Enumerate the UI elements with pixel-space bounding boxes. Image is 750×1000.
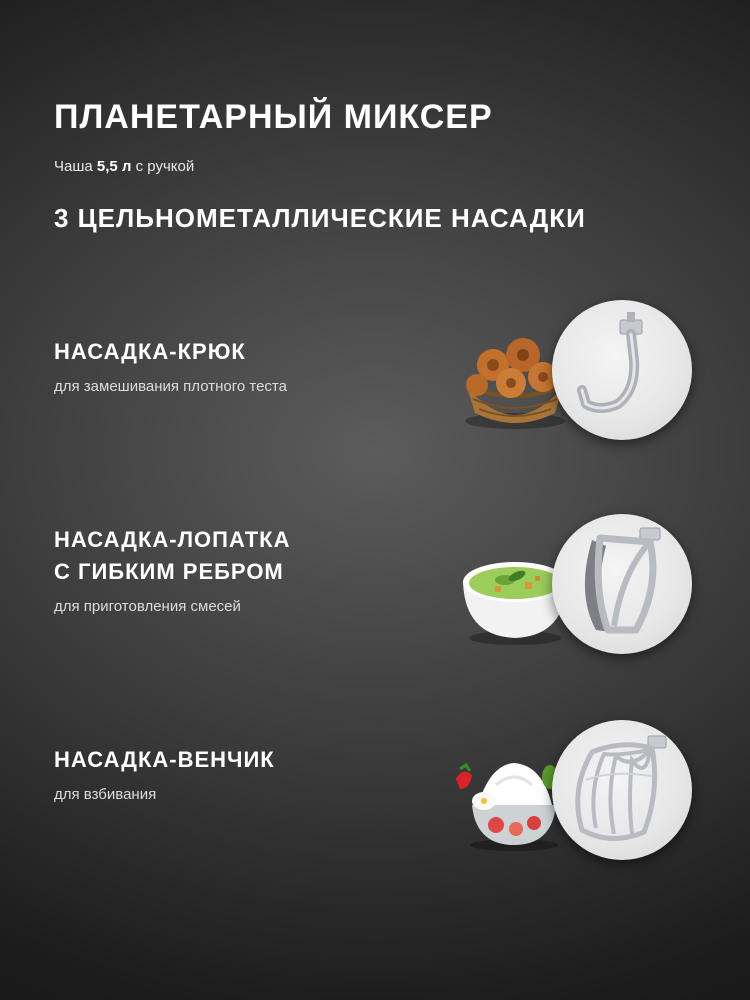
- feature-title-line1: НАСАДКА-КРЮК: [54, 339, 246, 364]
- subtitle-prefix: Чаша: [54, 158, 93, 175]
- feature-description: для замешивания плотного теста: [54, 378, 287, 395]
- feature-description: для приготовления смесей: [54, 598, 241, 615]
- page-title: ПЛАНЕТАРНЫЙ МИКСЕР: [54, 98, 493, 136]
- feature-flex-beater: [54, 524, 414, 615]
- feature-title: [54, 524, 414, 588]
- feature-title-line1: НАСАДКА-ЛОПАТКА: [54, 527, 291, 552]
- feature-dough-hook: [54, 336, 414, 395]
- attachments-section-title: 3 ЦЕЛЬНОМЕТАЛЛИЧЕСКИЕ НАСАДКИ: [54, 203, 586, 233]
- flex-edge-beater-icon: [552, 514, 692, 654]
- bowl-volume: 5,5 л: [96, 158, 132, 175]
- wire-whisk-icon: [552, 720, 692, 860]
- dough-hook-icon: [552, 300, 692, 440]
- feature-title: [54, 744, 414, 776]
- feature-title: [54, 336, 414, 368]
- bowl-capacity-subtitle: [54, 158, 194, 175]
- feature-title-line2: С ГИБКИМ РЕБРОМ: [54, 559, 284, 584]
- subtitle-suffix: с ручкой: [135, 158, 195, 175]
- feature-title-line1: НАСАДКА-ВЕНЧИК: [54, 747, 275, 772]
- feature-description: для взбивания: [54, 786, 157, 803]
- feature-whisk: [54, 744, 414, 803]
